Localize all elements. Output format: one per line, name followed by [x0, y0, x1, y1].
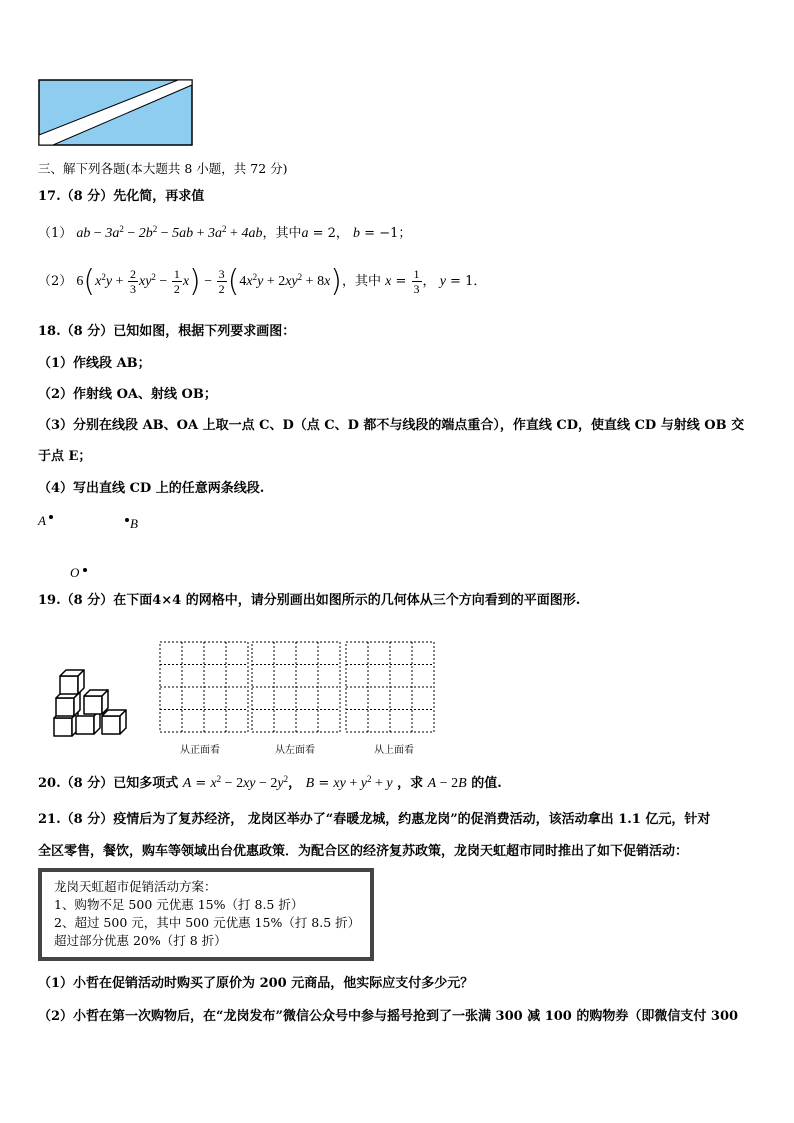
q17-p2-label: （2）: [38, 274, 73, 289]
promo-rule-1: 1、购物不足 500 元优惠 15%（打 8.5 折）: [54, 897, 304, 912]
q17-p1-label: （1）: [38, 226, 73, 241]
q17-p2-expression: $6(x^2y$ + $\frac{2}{3}$ $xy^2$ − $\frac{1}{2}$ x) − $\frac{3}{2}$ $(4x^2y + 2xy^2 + 8x)$: [76, 263, 343, 299]
q18-step4: （4）写出直线 CD 上的任意两条线段.: [38, 481, 265, 496]
q18-step2: （2）作射线 OA、射线 OB；: [38, 387, 217, 402]
point-a: A: [38, 510, 53, 529]
grid-top: [346, 642, 434, 732]
stripe-figure: [38, 79, 194, 147]
point-o-dot: [83, 568, 87, 572]
point-o: O: [70, 562, 87, 581]
point-b: B: [125, 513, 138, 532]
q17-p1-expression: ab − $3a^2 - 2b^2 - 5ab + 3a^2 + 4ab$: [76, 224, 263, 241]
grid-front: [160, 642, 248, 732]
q17-part1: [38, 225, 411, 243]
q18-step3b: 于点 E；: [38, 449, 92, 464]
grid-label-top: 从上面看: [374, 745, 414, 756]
q17-title: 17.（8 分）先化简，再求值: [38, 189, 205, 204]
grid-label-front: 从正面看: [180, 745, 220, 756]
grid-left: [252, 642, 340, 732]
q21-sub2: （2）小哲在第一次购物后，在“龙岗发布”微信公众号中参与摇号抢到了一张满 300 减 100 的购物券（即微信支付 300: [38, 1009, 739, 1024]
q17-part2: [38, 264, 486, 300]
q17-p2-given: ，其中 x = $\frac{1}{3}$ ， y = 1．: [342, 267, 487, 296]
promo-heading: 龙岗天虹超市促销活动方案：: [54, 879, 217, 894]
promo-rule-2: 2、超过 500 元，其中 500 元优惠 15%（打 8.5 折）: [54, 915, 361, 930]
q18-step1: （1）作线段 AB；: [38, 356, 151, 371]
section-heading: 三、解下列各题(本大题共 8 小题，共 72 分): [38, 161, 288, 176]
q19-title: 19.（8 分）在下面4×4 的网格中，请分别画出如图所示的几何体从三个方向看到的平面图形.: [38, 593, 581, 608]
q18-step3a: （3）分别在线段 AB、OA 上取一点 C、D（点 C、D 都不与线段的端点重合），作直线 CD，使直线 CD 与射线 OB 交: [38, 418, 745, 433]
promo-rule-2-cont: 超过部分优惠 20%（打 8 折）: [54, 933, 227, 948]
cube-solid-figure: [50, 660, 130, 740]
point-b-dot: [125, 518, 129, 522]
point-a-dot: [49, 515, 53, 519]
q18-title: 18.（8 分）已知如图，根据下列要求画图：: [38, 324, 296, 339]
q21-sub1: （1）小哲在促销活动时购买了原价为 200 元商品，他实际应支付多少元？: [38, 976, 474, 991]
q21-line2: 全区零售，餐饮，购车等领域出台优惠政策．为配合区的经济复苏政策，龙岗天虹超市同时推出了如下促销活动：: [38, 844, 689, 859]
grid-label-left: 从左面看: [275, 745, 315, 756]
q17-p1-given: ，其中a = 2， b = −1；: [262, 226, 412, 241]
promo-box: [38, 868, 374, 961]
view-grids: [158, 640, 440, 736]
q20-title: 20.（8 分）已知多项式 $A = x^2 - 2xy - 2y^2$， B = xy + $y^2 + y$ ，求 A − 2B 的值.: [38, 774, 502, 791]
q21-line1: 21.（8 分）疫情后为了复苏经济， 龙岗区举办了“春暖龙城，约惠龙岗”的促消费活动，该活动拿出 1.1 亿元，针对: [38, 812, 711, 827]
